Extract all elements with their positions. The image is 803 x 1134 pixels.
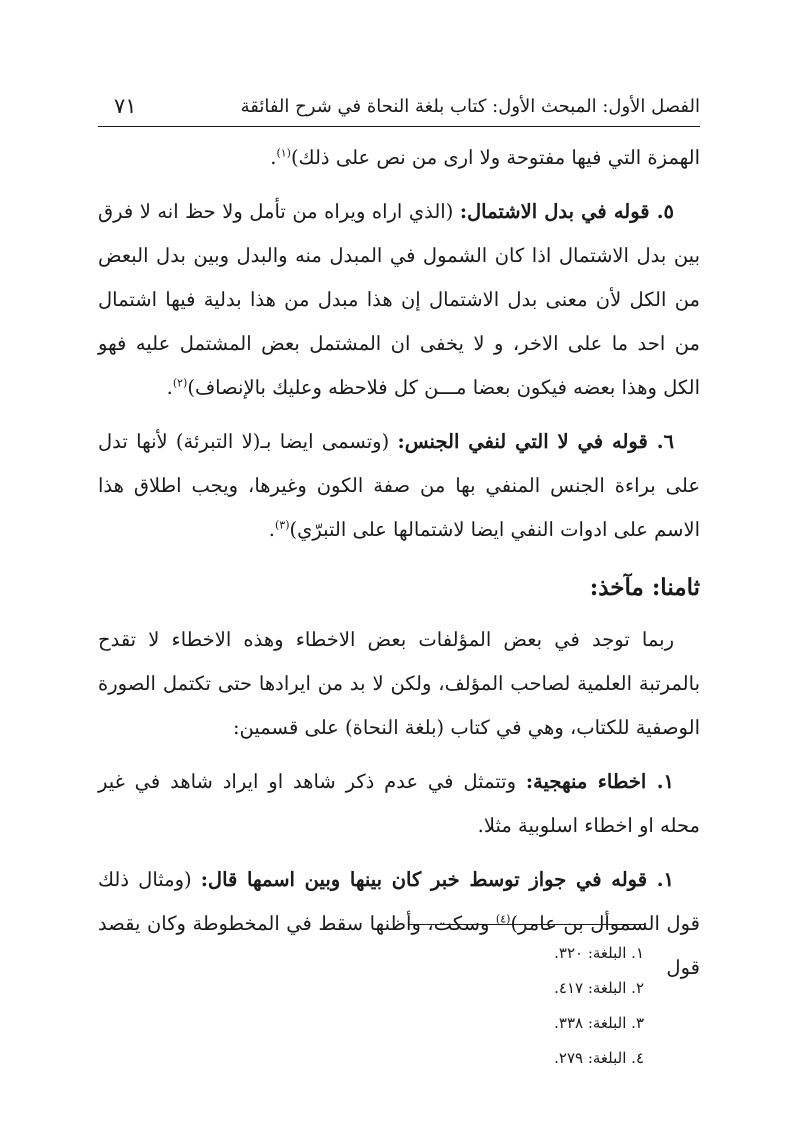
footnote-ref-4: (٤) <box>495 912 511 926</box>
paragraph-text: وتتمثل في عدم ذكر شاهد او ايراد شاهد في غير محله او اخطاء اسلوبية مثلا. <box>98 770 700 837</box>
paragraph-text: ربما توجد في بعض المؤلفات بعض الاخطاء وهذه الاخطاء لا تقدح بالمرتبة العلمية لصاحب المؤلف، ولكن لا بد من ايرادها حتى تكتمل الصورة الوصفية للكتاب، وهي في كتاب (بلغة النحاة) على قسمين: <box>98 628 700 739</box>
paragraph-2 <box>98 190 700 410</box>
running-title: الفصل الأول: المبحث الأول: كتاب بلغة النحاة في شرح الفائقة <box>240 96 700 117</box>
paragraph-text: (وتسمى ايضا بـ(لا التبرئة) لأنها تدل على براءة الجنس المنفي بها من صفة الكون وغيرها، ويجب اطلاق هذا الاسم على ادوات النفي ايضا لاشتمالها على التبرّي) <box>98 430 700 541</box>
footnote-ref-2: (٢) <box>172 376 188 390</box>
body-text <box>98 136 700 1000</box>
footnote-item: ٤. البلغة: ٢٧٩. <box>554 1049 644 1067</box>
footnote-ref-3: (٣) <box>275 518 290 532</box>
section-heading: ثامنا: مآخذ: <box>589 574 700 601</box>
page-number: ٧١ <box>114 94 137 118</box>
item-heading: قوله في جواز توسط خبر كان بينها وبين اسمها قال: <box>200 868 648 891</box>
item-number: ١. <box>647 868 675 891</box>
item-number: ١. <box>646 770 674 793</box>
footnote-ref-1: (١) <box>276 146 291 160</box>
paragraph-1 <box>98 136 700 180</box>
paragraph-4 <box>98 618 700 750</box>
item-heading: اخطاء منهجية: <box>525 770 647 793</box>
footnote-item: ٢. البلغة: ٤١٧. <box>554 979 644 997</box>
footnote-item: ٣. البلغة: ٣٣٨. <box>554 1014 644 1032</box>
paragraph-tail: . <box>166 376 173 399</box>
paragraph-text: (الذي اراه ويراه من تأمل ولا حظ انه لا فرق بين بدل الاشتمال اذا كان الشمول في المبدل منه والبدل وبين بدل البعض من الكل لأن معنى بدل الاشتمال إن هذا مبدل من هذا بدلية فيها اشتمال من احد ما على الاخر، و لا يخفى ان المشتمل بعض المشتمل عليه فهو الكل وهذا بعضه فيكون بعضا مـــن كل فلاحظه وعليك بالإنصاف) <box>98 200 700 399</box>
item-heading: قوله في لا التي لنفي الجنس: <box>397 430 648 453</box>
paragraph-5 <box>98 760 700 848</box>
paragraph-tail: . <box>270 146 277 169</box>
paragraph-text: (ومثال ذلك قول السموأل بن عامر) <box>98 868 700 935</box>
paragraph-text: الهمزة التي فيها مفتوحة ولا ارى من نص على ذلك) <box>290 146 700 169</box>
paragraph-3 <box>98 420 700 552</box>
footnote-item: ١. البلغة: ٣٢٠. <box>554 944 644 962</box>
paragraph-tail: . <box>268 518 275 541</box>
footnotes-list <box>554 936 644 1076</box>
item-heading: قوله في بدل الاشتمال: <box>459 200 650 223</box>
footnote-divider <box>408 924 644 925</box>
page-header <box>98 92 700 127</box>
item-number: ٥. <box>649 200 675 223</box>
item-number: ٦. <box>647 430 675 453</box>
paragraph-tail: وسكت، وأظنها سقط في المخطوطة وكان يقصد قول <box>98 912 700 979</box>
